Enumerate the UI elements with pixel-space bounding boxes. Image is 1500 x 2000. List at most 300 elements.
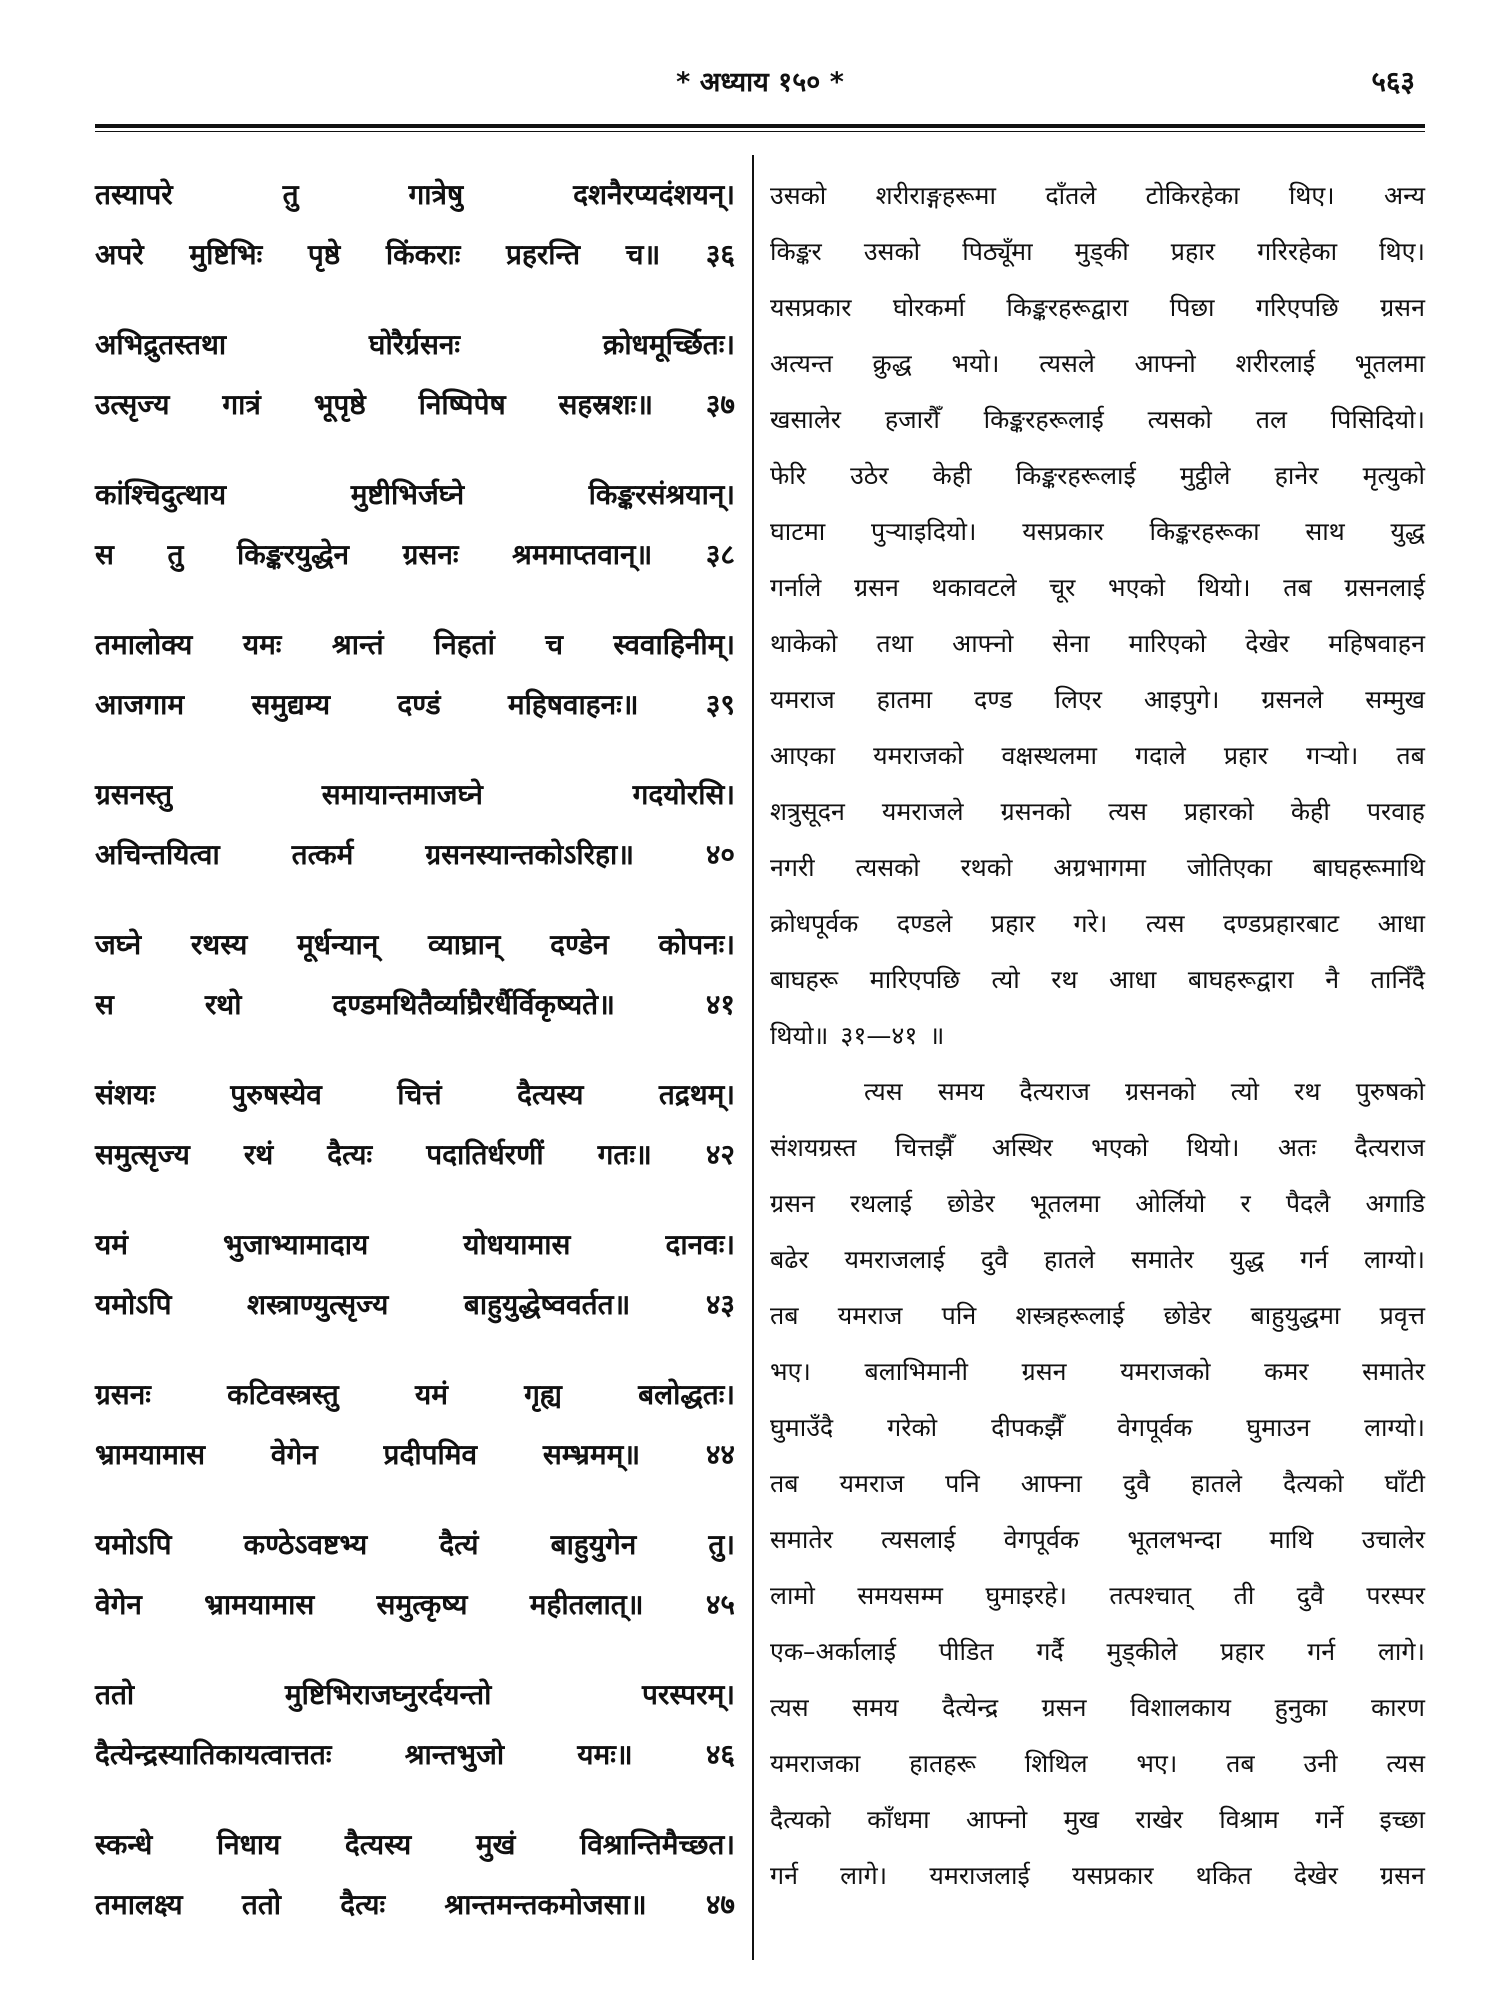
- word: क्रुद्ध: [872, 349, 912, 378]
- word: वेगेन: [95, 1588, 142, 1621]
- word: ४६: [705, 1738, 735, 1771]
- word: घुमाउन: [1246, 1413, 1311, 1442]
- translation-line: [770, 1344, 1425, 1400]
- word: विश्राम: [1219, 1805, 1279, 1834]
- word: गर्ने: [1315, 1805, 1344, 1834]
- word: लागे।: [1377, 1637, 1425, 1666]
- word: तब: [1283, 573, 1312, 602]
- word: खसालेर: [770, 405, 842, 434]
- word: प्रदीपमिव: [383, 1438, 478, 1471]
- word: प्रहारको: [1183, 797, 1254, 826]
- word: यसप्रकार: [770, 293, 852, 322]
- word: थियो।: [1186, 1133, 1240, 1162]
- header-rule-thick: [95, 124, 1425, 128]
- word: पनि: [941, 1301, 977, 1330]
- verse-line: [95, 675, 735, 735]
- word: घुमाइरहे।: [985, 1581, 1067, 1610]
- word: गतः॥: [597, 1138, 652, 1171]
- word: बलाभिमानी: [864, 1357, 969, 1386]
- word: गदयोरसि।: [632, 778, 735, 811]
- word: गर्न: [1307, 1637, 1336, 1666]
- word: त्यस: [1108, 797, 1147, 826]
- verse-block: [95, 1665, 735, 1815]
- word: प्रहार: [990, 909, 1036, 938]
- word: हातले: [1044, 1245, 1095, 1274]
- word: गरे।: [1073, 909, 1108, 938]
- word: गर्दै: [1036, 1637, 1064, 1666]
- verse-line: [95, 225, 735, 285]
- word: युद्ध: [1390, 517, 1425, 546]
- word: उसको: [863, 237, 921, 266]
- word: पिछा: [1169, 293, 1215, 322]
- verse-block: [95, 765, 735, 915]
- word: यमराजलाई: [844, 1245, 945, 1274]
- word: ग्रसनस्तु: [95, 778, 173, 811]
- word: शस्त्राण्युत्सृज्य: [247, 1288, 389, 1321]
- word: सेना: [1052, 629, 1090, 658]
- verse-line: [95, 1215, 735, 1275]
- word: मुड्कीले: [1106, 1637, 1178, 1666]
- word: निधाय: [216, 1828, 281, 1861]
- word: ४५: [705, 1588, 735, 1621]
- word: किंकराः: [385, 238, 461, 271]
- translation-line: [770, 504, 1425, 560]
- word: विश्रान्तिमैच्छत।: [579, 1828, 735, 1861]
- word: रथको: [960, 853, 1013, 882]
- word: तब: [1396, 741, 1425, 770]
- word: उनी: [1303, 1749, 1338, 1778]
- word: पीडित: [938, 1637, 994, 1666]
- verse-line: [95, 1065, 735, 1125]
- verse-line: [95, 825, 735, 885]
- word: ओर्लियो: [1135, 1189, 1206, 1218]
- word: दैत्यस्य: [517, 1078, 584, 1111]
- word: केही: [932, 461, 972, 490]
- word: युद्ध: [1229, 1245, 1265, 1274]
- verse-line: [95, 315, 735, 375]
- word: ग्रसनः: [402, 538, 459, 571]
- translation-line: [770, 1120, 1425, 1176]
- translation-line: [770, 224, 1425, 280]
- word: ग्रसन: [1380, 293, 1425, 322]
- translation-line: [770, 1624, 1425, 1680]
- word: मृत्युको: [1362, 461, 1425, 490]
- word: किङ्करसंश्रयान्।: [588, 478, 735, 511]
- word: नै: [1325, 965, 1340, 994]
- word: संशयग्रस्त: [770, 1133, 857, 1162]
- word: गर्न: [1300, 1245, 1329, 1274]
- word: ग्रसनस्यान्तकोऽरिहा॥: [425, 838, 634, 871]
- word: तथा: [876, 629, 914, 658]
- word: ती: [1233, 1581, 1255, 1610]
- word: अगाडि: [1365, 1189, 1425, 1218]
- word: च: [545, 628, 564, 661]
- word: अस्थिर: [991, 1133, 1053, 1162]
- word: गात्रं: [222, 388, 261, 421]
- word: योधयामास: [463, 1228, 571, 1261]
- word: पुरुषको: [1355, 1077, 1425, 1106]
- word: दण्डप्रहारबाट: [1222, 909, 1340, 938]
- word: दानवः।: [665, 1228, 735, 1261]
- word: लामो: [770, 1581, 815, 1610]
- word: गर्न: [770, 1861, 798, 1890]
- verse-block: [95, 165, 735, 315]
- word: भूतलभन्दा: [1127, 1525, 1222, 1554]
- word: गरेको: [887, 1413, 938, 1442]
- verse-line: [95, 1125, 735, 1185]
- word: दीपकझैँ: [991, 1413, 1064, 1442]
- word: रथो: [204, 988, 242, 1021]
- word: रथ: [1294, 1077, 1321, 1106]
- word: थिए।: [1379, 237, 1425, 266]
- word: तत्कर्म: [291, 838, 354, 871]
- word: तमालोक्य: [95, 628, 193, 661]
- word: छोडेर: [1163, 1301, 1212, 1330]
- word: वेगपूर्वक: [1003, 1525, 1080, 1554]
- word: ३८: [705, 538, 735, 571]
- verse-block: [95, 915, 735, 1065]
- word: र: [1240, 1189, 1251, 1218]
- word: ४२: [705, 1138, 735, 1171]
- word: निहतां: [433, 628, 495, 661]
- translation-line: [770, 728, 1425, 784]
- word: टोकिरहेका: [1145, 181, 1240, 210]
- nepali-translation-column: [770, 168, 1425, 1904]
- word: यमोऽपि: [95, 1528, 172, 1561]
- word: मूर्धन्यान्: [297, 928, 379, 961]
- word: ३७: [705, 388, 735, 421]
- word: यमराज: [770, 685, 835, 714]
- word: श्रान्तभुजो: [404, 1738, 505, 1771]
- word: परस्परम्।: [642, 1678, 735, 1711]
- word: दुवै: [1296, 1581, 1324, 1610]
- word: इच्छा: [1379, 1805, 1425, 1834]
- word: थिए।: [1288, 181, 1335, 210]
- verse-block: [95, 1815, 735, 1965]
- translation-line: [770, 952, 1425, 1008]
- word: दैत्येन्द्रस्यातिकायत्वात्ततः: [95, 1738, 332, 1771]
- word: भए।: [770, 1357, 811, 1386]
- word: तु।: [708, 1528, 735, 1561]
- translation-line: [770, 1848, 1425, 1904]
- word: शस्त्रहरूलाई: [1015, 1301, 1125, 1330]
- word: ग्रसन: [1021, 1357, 1067, 1386]
- word: ३१—४१: [840, 1021, 918, 1050]
- word: ततो: [241, 1888, 282, 1921]
- word: बलोद्धतः।: [638, 1378, 735, 1411]
- word: मारिएको: [1128, 629, 1207, 658]
- word: क्रोधपूर्वक: [770, 909, 859, 938]
- word: दण्ड: [974, 685, 1013, 714]
- word: दशनैरप्यदंशयन्।: [573, 178, 735, 211]
- translation-line: [770, 1456, 1425, 1512]
- word: प्रहार: [1220, 1637, 1265, 1666]
- word: बाहुयुगेन: [550, 1528, 637, 1561]
- word: त्यस: [1145, 909, 1185, 938]
- word: विशालकाय: [1130, 1693, 1232, 1722]
- word: पृष्ठे: [307, 238, 341, 271]
- word: क्रोधमूर्च्छितः।: [602, 328, 735, 361]
- translation-line: [770, 336, 1425, 392]
- verse-line: [95, 765, 735, 825]
- word: सम्मुख: [1365, 685, 1425, 714]
- word: उत्सृज्य: [95, 388, 170, 421]
- word: पदातिर्धरणीं: [426, 1138, 544, 1171]
- word: किङ्करहरूलाई: [1015, 461, 1136, 490]
- word: ४४: [705, 1438, 735, 1471]
- word: मारिएपछि: [869, 965, 960, 994]
- word: दण्डले: [896, 909, 953, 938]
- word: यमराजका: [770, 1749, 861, 1778]
- word: ग्रसन: [1380, 1861, 1425, 1890]
- verse-line: [95, 1275, 735, 1335]
- word: समुत्सृज्य: [95, 1138, 190, 1171]
- word: दाँतले: [1045, 181, 1097, 210]
- word: स: [95, 988, 114, 1021]
- word: समातेर: [1130, 1245, 1194, 1274]
- word: ॥: [929, 1021, 945, 1050]
- word: ४०: [705, 838, 735, 871]
- word: बढेर: [770, 1245, 809, 1274]
- word: फेरि: [770, 461, 806, 490]
- word: ३६: [705, 238, 735, 271]
- sanskrit-verses-column: [95, 165, 735, 1965]
- verse-line: [95, 165, 735, 225]
- word: त्यसले: [1039, 349, 1095, 378]
- word: ३९: [705, 688, 735, 721]
- word: आधा: [1377, 909, 1425, 938]
- word: उठेर: [850, 461, 889, 490]
- translation-line: [770, 840, 1425, 896]
- verse-block: [95, 1215, 735, 1365]
- word: यमराज: [837, 1301, 903, 1330]
- word: आजगाम: [95, 688, 185, 721]
- word: गरिएपछि: [1255, 293, 1339, 322]
- word: कोपनः।: [658, 928, 735, 961]
- word: दैत्यको: [770, 1805, 831, 1834]
- word: प्रवृत्त: [1379, 1301, 1425, 1330]
- word: त्यस: [770, 1693, 809, 1722]
- word: तु: [282, 178, 299, 211]
- word: अभिद्रुतस्तथा: [95, 328, 227, 361]
- word: यमः: [242, 628, 282, 661]
- word: तद्रथम्।: [658, 1078, 735, 1111]
- word: तब: [770, 1301, 799, 1330]
- word: तमालक्ष्य: [95, 1888, 183, 1921]
- verse-line: [95, 1815, 735, 1875]
- word: स्ववाहिनीम्।: [613, 628, 735, 661]
- word: महिषवाहनः॥: [507, 688, 639, 721]
- word: ४३: [705, 1288, 735, 1321]
- word: आफ्नो: [966, 1805, 1028, 1834]
- word: समातेर: [1362, 1357, 1425, 1386]
- word: तब: [770, 1469, 799, 1498]
- word: कमर: [1264, 1357, 1309, 1386]
- word: शरीरलाई: [1235, 349, 1316, 378]
- word: कण्ठेऽवष्टभ्य: [243, 1528, 368, 1561]
- verse-line: [95, 465, 735, 525]
- word: त्यसलाई: [881, 1525, 956, 1554]
- word: अन्य: [1384, 181, 1425, 210]
- word: तानिँदै: [1370, 965, 1425, 994]
- verse-line: [95, 1875, 735, 1935]
- word: परवाह: [1366, 797, 1425, 826]
- word: हानेर: [1274, 461, 1319, 490]
- word: यमराज: [839, 1469, 905, 1498]
- word: आफ्नो: [952, 629, 1014, 658]
- verse-line: [95, 1425, 735, 1485]
- word: तु: [167, 538, 184, 571]
- word: स: [95, 538, 114, 571]
- word: सहस्रशः॥: [558, 388, 653, 421]
- word: लाग्यो।: [1364, 1413, 1425, 1442]
- page-header: [95, 62, 1425, 112]
- word: बाघहरूमाथि: [1312, 853, 1425, 882]
- word: बाहुयुद्धमा: [1250, 1301, 1341, 1330]
- word: दुवै: [1122, 1469, 1151, 1498]
- word: समय: [937, 1077, 985, 1106]
- word: पुऱ्याइदियो।: [871, 517, 977, 546]
- word: घुमाउँदै: [770, 1413, 834, 1442]
- verse-line: [95, 525, 735, 585]
- word: दैत्येन्द्र: [942, 1693, 999, 1722]
- word: पुरुषस्येव: [230, 1078, 322, 1111]
- word: घाटमा: [770, 517, 826, 546]
- word: उचालेर: [1361, 1525, 1425, 1554]
- translation-line: [770, 448, 1425, 504]
- word: रथं: [243, 1138, 274, 1171]
- translation-line: [770, 1512, 1425, 1568]
- word: कांश्चिदुत्थाय: [95, 478, 227, 511]
- word: आइपुगे।: [1143, 685, 1220, 714]
- word: चित्तं: [397, 1078, 442, 1111]
- word: लिएर: [1054, 685, 1102, 714]
- word: पनि: [945, 1469, 980, 1498]
- word: ४७: [705, 1888, 735, 1921]
- word: हातले: [1191, 1469, 1242, 1498]
- translation-line: [770, 392, 1425, 448]
- word: साथ: [1305, 517, 1345, 546]
- word: मुष्टीभिर्जघ्ने: [350, 478, 465, 511]
- word: प्रहार: [1223, 741, 1269, 770]
- word: सम्भ्रमम्॥: [542, 1438, 641, 1471]
- word: यमराजको: [1120, 1357, 1211, 1386]
- word: भ्रामयामास: [204, 1588, 315, 1621]
- word: बाघहरू: [770, 965, 839, 994]
- word: काँधमा: [867, 1805, 930, 1834]
- word: चित्तझैँ: [894, 1133, 954, 1162]
- word: अतः: [1277, 1133, 1317, 1162]
- word: समुत्कृष्य: [376, 1588, 468, 1621]
- word: ग्रसन: [1041, 1693, 1087, 1722]
- word: त्यस: [864, 1077, 903, 1106]
- translation-line: [770, 672, 1425, 728]
- word: हातमा: [876, 685, 933, 714]
- verse-line: [95, 1575, 735, 1635]
- word: अचिन्तयित्वा: [95, 838, 220, 871]
- header-rule-thin: [95, 131, 1425, 132]
- column-divider: [752, 155, 754, 1960]
- verse-block: [95, 315, 735, 465]
- word: यमराजको: [873, 741, 964, 770]
- translation-line: [770, 1568, 1425, 1624]
- word: दैत्यः: [327, 1138, 373, 1171]
- word: समायान्तमाजघ्ने: [321, 778, 483, 811]
- word: जोतिएका: [1186, 853, 1273, 882]
- word: बाघहरूद्वारा: [1187, 965, 1294, 994]
- translation-line: [770, 1008, 1425, 1064]
- word: थियो।: [1197, 573, 1251, 602]
- word: जघ्ने: [95, 928, 142, 961]
- translation-line: [770, 784, 1425, 840]
- word: मुष्टिभिः: [189, 238, 263, 271]
- word: गात्रेषु: [408, 178, 464, 211]
- word: श्रान्तमन्तकमोजसा॥: [444, 1888, 647, 1921]
- word: परस्पर: [1366, 1581, 1425, 1610]
- word: भूतलमा: [1029, 1189, 1101, 1218]
- word: संशयः: [95, 1078, 155, 1111]
- word: ग्रसन: [854, 573, 899, 602]
- word: लागे।: [840, 1861, 888, 1890]
- word: कारण: [1370, 1693, 1425, 1722]
- word: मुड्की: [1074, 237, 1129, 266]
- word: यसप्रकार: [1022, 517, 1104, 546]
- translation-line: [770, 1064, 1425, 1120]
- word: एक–अर्कालाई: [770, 1637, 897, 1666]
- verse-line: [95, 975, 735, 1035]
- word: हुनुका: [1274, 1693, 1328, 1722]
- word: यमराजले: [881, 797, 964, 826]
- translation-line: [770, 168, 1425, 224]
- word: त्यो: [1230, 1077, 1260, 1106]
- word: रथ: [1051, 965, 1078, 994]
- translation-line: [770, 280, 1425, 336]
- word: दण्डमथितैर्व्याघ्रैरर्धैर्विकृष्यते॥: [332, 988, 615, 1021]
- word: थियो॥: [770, 1021, 829, 1050]
- word: दण्डेन: [550, 928, 609, 961]
- word: अत्यन्त: [770, 349, 833, 378]
- word: प्रहरन्ति: [506, 238, 581, 271]
- word: च॥: [625, 238, 661, 271]
- word: गृह्य: [524, 1378, 562, 1411]
- word: ग्रसनलाई: [1344, 573, 1425, 602]
- word: दैत्यः: [340, 1888, 386, 1921]
- word: भएको: [1091, 1133, 1149, 1162]
- verse-block: [95, 1365, 735, 1515]
- word: पैदलै: [1285, 1189, 1331, 1218]
- word: थाकेको: [770, 629, 838, 658]
- verse-line: [95, 1725, 735, 1785]
- word: घोरैर्ग्रसनः: [368, 328, 461, 361]
- word: देखेर: [1245, 629, 1290, 658]
- word: ग्रसन: [770, 1189, 815, 1218]
- word: भएको: [1108, 573, 1166, 602]
- verse-line: [95, 915, 735, 975]
- word: भ्रामयामास: [95, 1438, 206, 1471]
- word: उसको: [770, 181, 827, 210]
- verse-block: [95, 1515, 735, 1665]
- word: माथि: [1269, 1525, 1314, 1554]
- word: रथस्य: [190, 928, 248, 961]
- word: ग्रसनले: [1261, 685, 1324, 714]
- word: व्याघ्रान्: [427, 928, 501, 961]
- word: गरिरहेका: [1257, 237, 1338, 266]
- word: शत्रुसूदन: [770, 797, 845, 826]
- verse-line: [95, 1365, 735, 1425]
- word: हातहरू: [909, 1749, 976, 1778]
- word: महीतलात्॥: [529, 1588, 644, 1621]
- word: बाहुयुद्धेष्ववर्तत॥: [463, 1288, 631, 1321]
